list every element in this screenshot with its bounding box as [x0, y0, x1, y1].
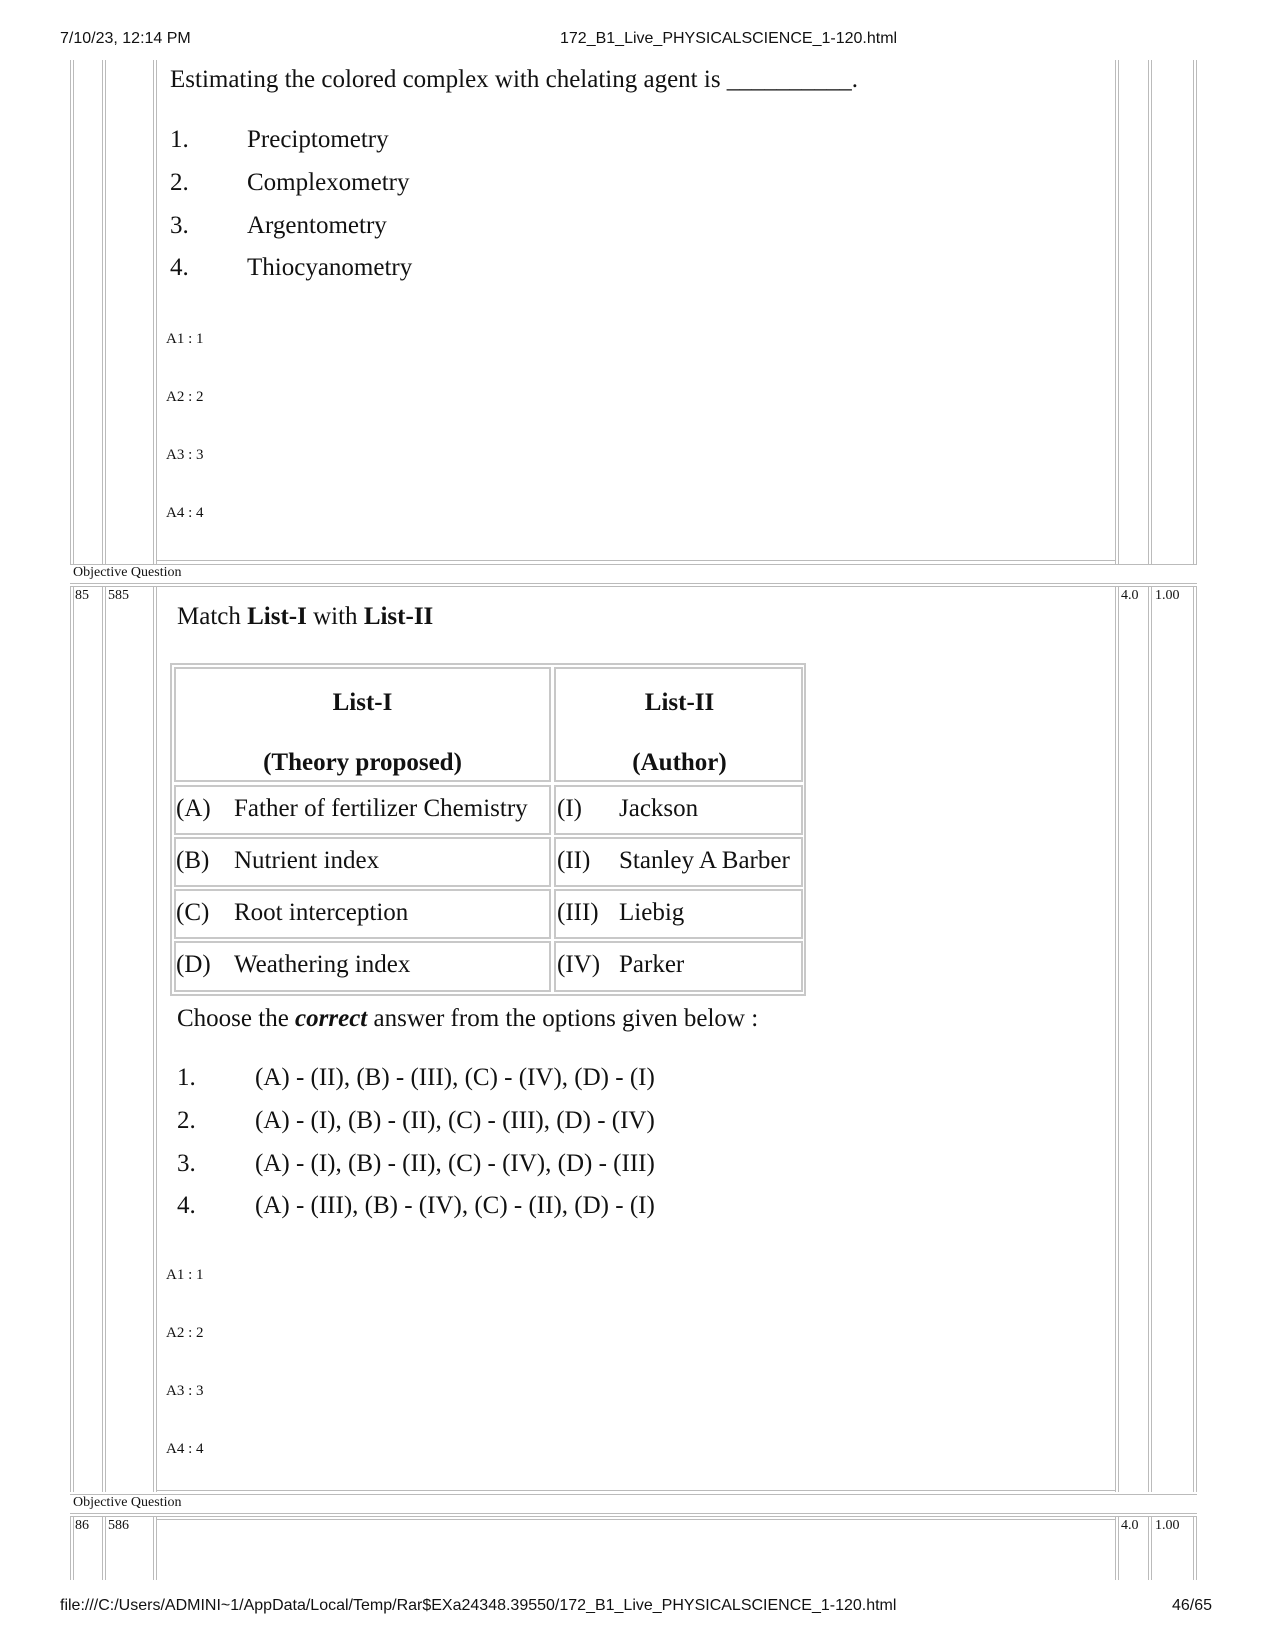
marks: 4.0 [1121, 1518, 1139, 1533]
list1-item: Father of fertilizer Chemistry [234, 795, 528, 822]
negative-marks: 1.00 [1155, 588, 1180, 603]
grid-line [1118, 586, 1119, 1492]
grid-line [1118, 60, 1119, 565]
answer-key: A3 : 3 [166, 447, 204, 463]
grid-line [156, 60, 157, 565]
answer-key: A2 : 2 [166, 389, 204, 405]
question-id: 585 [108, 588, 129, 603]
grid-line [1115, 1516, 1116, 1580]
option-number: 4. [177, 1192, 196, 1219]
option-text: Complexometry [247, 169, 410, 196]
list2-item: Stanley A Barber [619, 847, 790, 874]
list1-item: Root interception [234, 899, 409, 926]
option-number: 3. [170, 212, 189, 239]
option-text: (A) - (II), (B) - (III), (C) - (IV), (D) - (I) [255, 1064, 655, 1091]
serial-number: 86 [75, 1518, 89, 1533]
question-type-label: Objective Question [73, 565, 182, 580]
question-id: 586 [108, 1518, 129, 1533]
grid-line [73, 586, 74, 1492]
answer-key: A1 : 1 [166, 331, 204, 347]
grid-line [1151, 1516, 1152, 1580]
list2-label: (IV) [557, 951, 601, 978]
answer-key: A1 : 1 [166, 1267, 204, 1283]
answer-key: A4 : 4 [166, 1441, 204, 1457]
grid-line [1118, 1516, 1119, 1580]
grid-line [70, 586, 1197, 587]
option-text: (A) - (I), (B) - (II), (C) - (IV), (D) - (III) [255, 1150, 655, 1177]
grid-line [70, 1516, 1197, 1517]
answer-key: A2 : 2 [166, 1325, 204, 1341]
list1-label: (C) [176, 899, 210, 926]
grid-line [156, 1516, 157, 1580]
grid-line [1193, 1516, 1194, 1580]
option-number: 1. [177, 1064, 196, 1091]
grid-line [1193, 586, 1194, 1492]
file-path: file:///C:/Users/ADMINI~1/AppData/Local/Temp/Rar$EXa24348.39550/172_B1_Live_PHYSICALSCIENCE_1-120.html [60, 1597, 897, 1614]
grid-line [105, 1516, 106, 1580]
list1-label: (D) [176, 951, 211, 978]
grid-line [70, 1513, 1197, 1514]
option-text: Argentometry [247, 212, 387, 239]
grid-line [153, 1516, 154, 1580]
option-text: Preciptometry [247, 126, 389, 153]
list2-item: Jackson [619, 795, 699, 822]
list1-label: (A) [176, 795, 211, 822]
grid-line [70, 583, 1197, 584]
marks: 4.0 [1121, 588, 1139, 603]
grid-line [153, 60, 154, 565]
grid-line [70, 60, 71, 565]
list1-item: Weathering index [234, 951, 411, 978]
option-number: 2. [170, 169, 189, 196]
print-datetime: 7/10/23, 12:14 PM [60, 30, 191, 47]
serial-number: 85 [75, 588, 89, 603]
list2-label: (III) [557, 899, 599, 926]
grid-line [102, 60, 103, 565]
option-number: 2. [177, 1107, 196, 1134]
answer-key: A4 : 4 [166, 505, 204, 521]
answer-key: A3 : 3 [166, 1383, 204, 1399]
match-table [170, 663, 806, 996]
grid-line [1148, 1516, 1149, 1580]
option-text: Thiocyanometry [247, 254, 413, 281]
grid-line [1148, 586, 1149, 1492]
grid-line [70, 1494, 1197, 1495]
grid-line [1196, 586, 1197, 1492]
option-text: (A) - (I), (B) - (II), (C) - (III), (D) - (IV) [255, 1107, 655, 1134]
list2-label: (I) [557, 795, 582, 822]
grid-line [73, 1516, 74, 1580]
grid-line [1193, 60, 1194, 565]
grid-line [153, 586, 154, 1492]
option-number: 3. [177, 1150, 196, 1177]
list1-title: List-I [332, 689, 393, 716]
list1-subtitle: (Theory proposed) [263, 749, 462, 776]
grid-line [70, 1516, 71, 1580]
option-number: 4. [170, 254, 189, 281]
grid-line [156, 1519, 1116, 1520]
grid-line [156, 1490, 1116, 1491]
grid-line [73, 60, 74, 565]
question-intro: Match List-I with List-II [177, 603, 434, 630]
option-text: (A) - (III), (B) - (IV), (C) - (II), (D) - (I) [255, 1192, 655, 1219]
grid-line [1115, 586, 1116, 1492]
grid-line [105, 586, 106, 1492]
option-number: 1. [170, 126, 189, 153]
grid-line [1151, 586, 1152, 1492]
negative-marks: 1.00 [1155, 1518, 1180, 1533]
list2-item: Parker [619, 951, 685, 978]
list1-label: (B) [176, 847, 210, 874]
grid-line [1148, 60, 1149, 565]
grid-line [70, 564, 1197, 565]
list1-item: Nutrient index [234, 847, 380, 874]
grid-line [1115, 60, 1116, 565]
grid-line [102, 586, 103, 1492]
grid-line [1196, 60, 1197, 565]
grid-line [102, 1516, 103, 1580]
grid-line [70, 586, 71, 1492]
list2-title: List-II [644, 689, 715, 716]
list2-label: (II) [557, 847, 591, 874]
grid-line [1196, 1516, 1197, 1580]
page-number: 46/65 [1172, 1597, 1213, 1614]
grid-line [1151, 60, 1152, 565]
grid-line [105, 60, 106, 565]
grid-line [156, 560, 1116, 561]
print-doc-title: 172_B1_Live_PHYSICALSCIENCE_1-120.html [560, 30, 898, 47]
list2-subtitle: (Author) [632, 749, 727, 776]
grid-line [156, 586, 157, 1492]
question-type-label: Objective Question [73, 1495, 182, 1510]
question-text: Estimating the colored complex with chelating agent is __________. [170, 66, 859, 93]
list2-item: Liebig [619, 899, 685, 926]
choose-instruction: Choose the correct answer from the options given below : [177, 1005, 759, 1032]
